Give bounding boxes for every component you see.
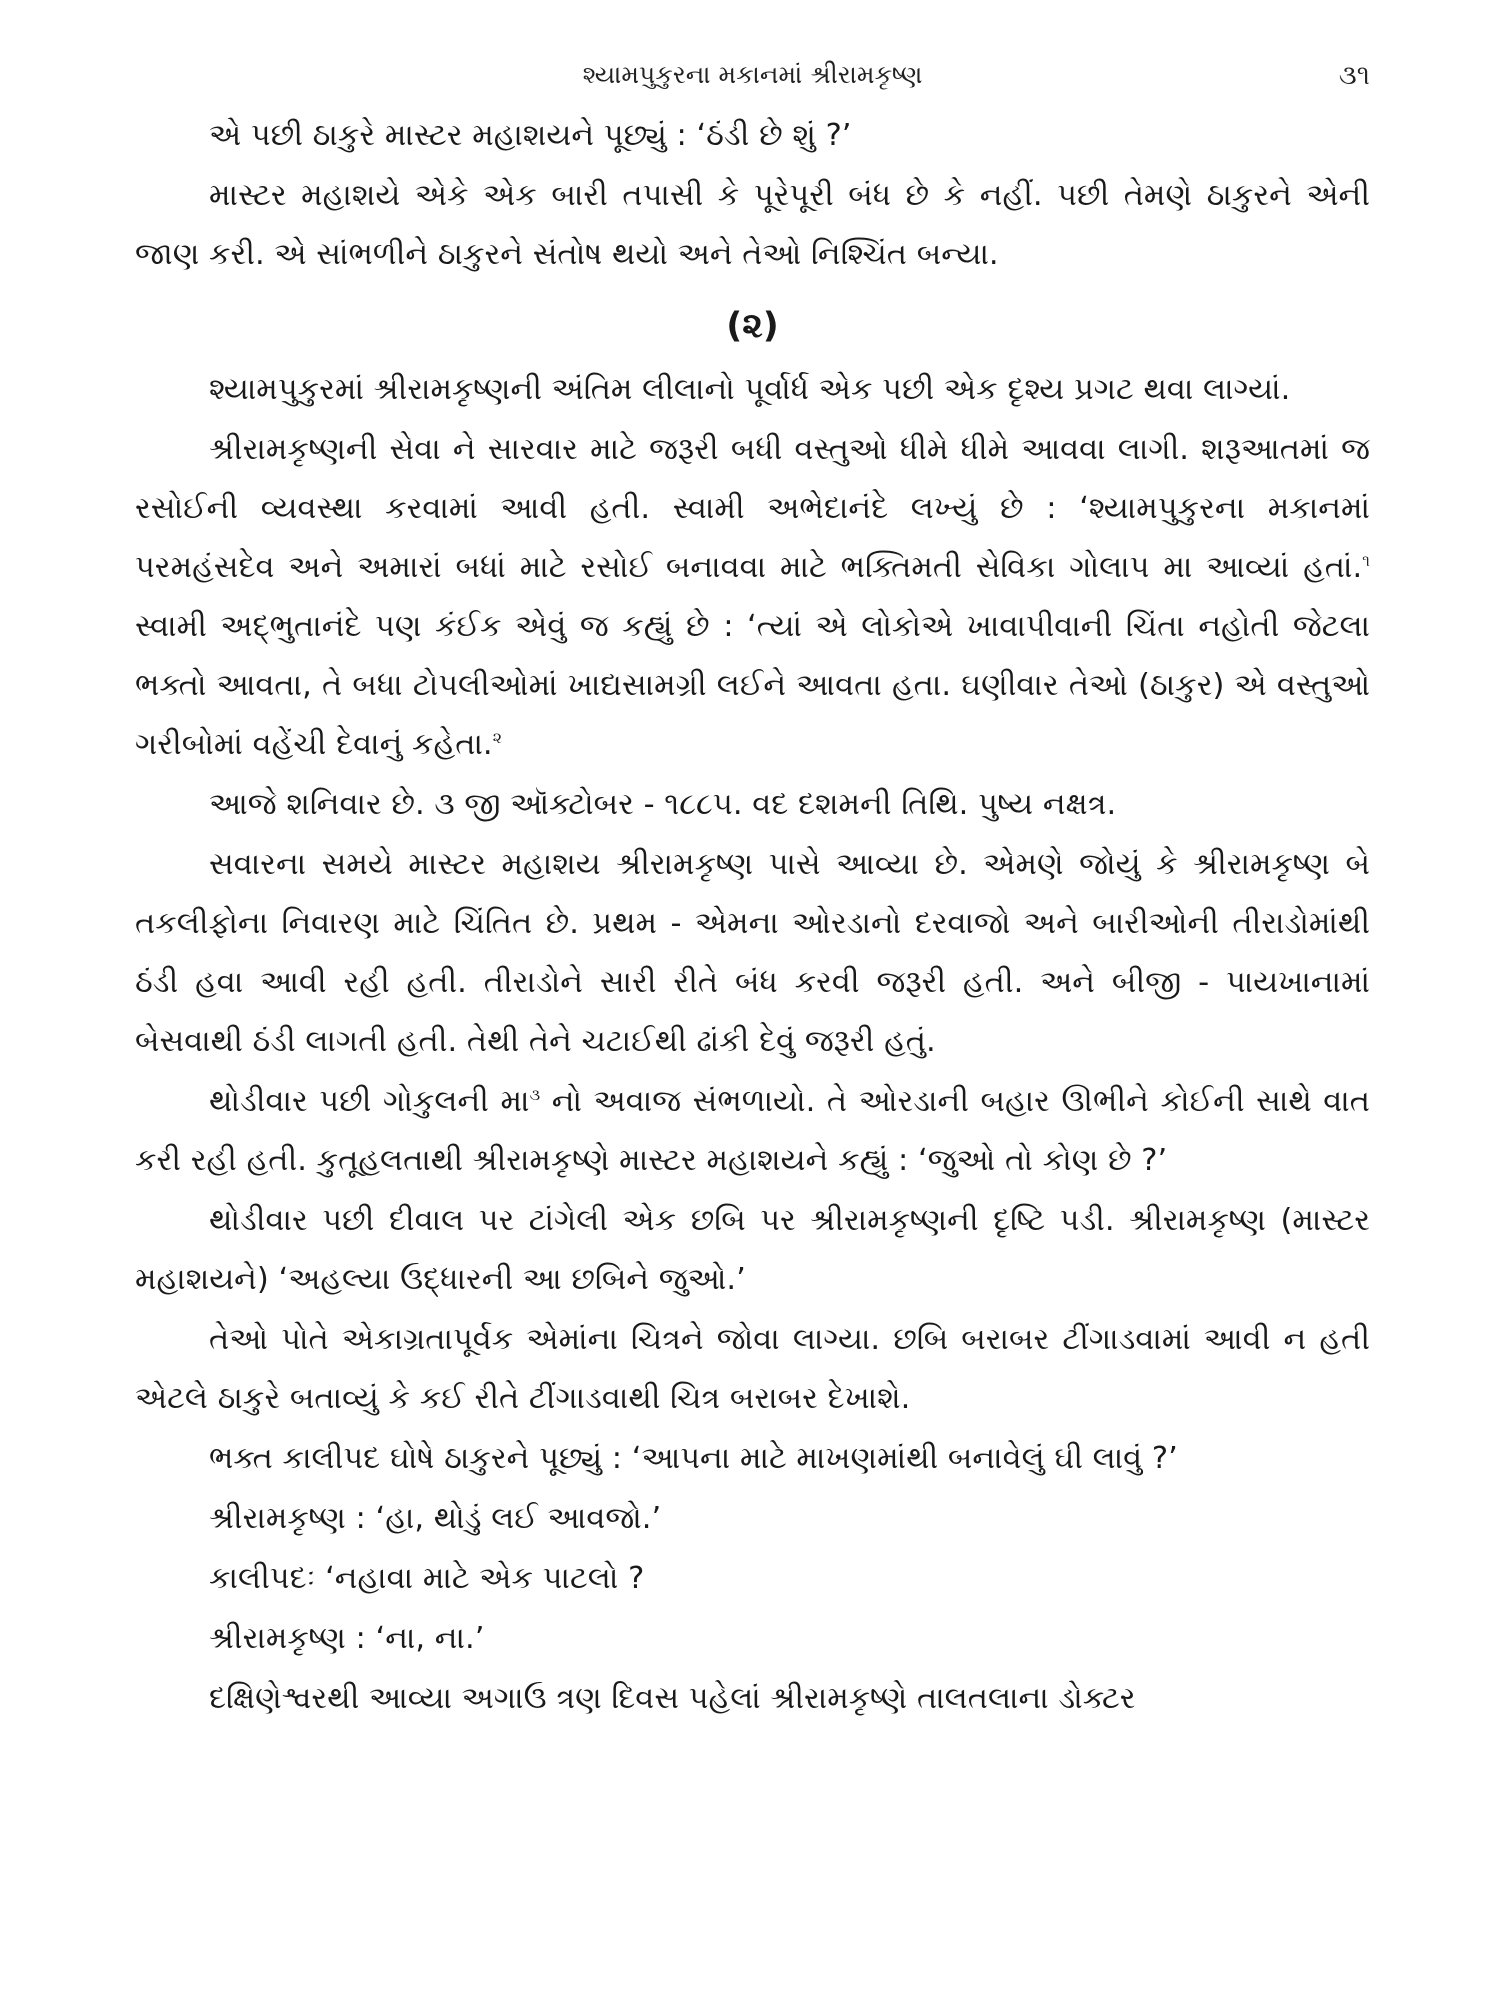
footnote-marker: ૨ bbox=[492, 727, 503, 747]
running-header bbox=[135, 60, 1370, 106]
section-heading: (૨) bbox=[726, 306, 779, 346]
paragraph: આજે શનિવાર છે. ૩ જી ઑક્ટોબર - ૧૮૮૫. વદ દશમની તિથિ. પુષ્ય નક્ષત્ર. bbox=[209, 787, 1117, 822]
paragraph: થોડીવાર પછી દીવાલ પર ટાંગેલી એક છબિ પર શ્રીરામકૃષ્ણની દૃષ્ટિ પડી. શ્રીરામકૃષ્ણ (માસ્ટર મહાશયને) ‘અહલ્યા ઉદ્ધારની આ છબિને જુઓ.’ bbox=[135, 1203, 1370, 1297]
paragraph bbox=[135, 1072, 1370, 1190]
dialogue-line: કાલીપદઃ ‘નહાવા માટે એક પાટલો ? bbox=[209, 1561, 645, 1596]
paragraph: ભક્ત કાલીપદ ઘોષે ઠાકુરને પૂછ્યું : ‘આપના માટે માખણમાંથી બનાવેલું ઘી લાવું ?’ bbox=[209, 1441, 1178, 1476]
paragraph bbox=[135, 420, 1370, 774]
page-number: ૩૧ bbox=[1338, 60, 1370, 91]
dialogue-line: શ્રીરામકૃષ્ણ : ‘ના, ના.’ bbox=[209, 1621, 485, 1656]
paragraph-text: સ્વામી અદ્ભુતાનંદે પણ કંઈક એવું જ કહ્યું છે : ‘ત્યાં એ લોકોએ ખાવાપીવાની ચિંતા નહોતી જેટલા ભક્તો આવતા, તે બધા ટોપલીઓમાં ખાદ્યસામગ્રી લઈને આવતા હતા. ઘણીવાર તેઓ (ઠાકુર) એ વસ્તુઓ ગરીબોમાં વહેંચી દેવાનું કહેતા. bbox=[135, 609, 1370, 762]
paragraph: શ્યામપુકુરમાં શ્રીરામકૃષ્ણની અંતિમ લીલાનો પૂર્વાર્ધ એક પછી એક દૃશ્ય પ્રગટ થવા લાગ્યાં. bbox=[209, 372, 1291, 407]
footnote-marker: ૩ bbox=[529, 1084, 541, 1104]
paragraph: સવારના સમયે માસ્ટર મહાશય શ્રીરામકૃષ્ણ પાસે આવ્યા છે. એમણે જોયું કે શ્રીરામકૃષ્ણ બે તકલીફોના નિવારણ માટે ચિંતિત છે. પ્રથમ - એમના ઓરડાનો દરવાજો અને બારીઓની તીરાડોમાંથી ઠંડી હવા આવી રહી હતી. તીરાડોને સારી રીતે બંધ કરવી જરૂરી હતી. અને બીજી - પાયખાનામાં બેસવાથી ઠંડી લાગતી હતી. તેથી તેને ચટાઈથી ઢાંકી દેવું જરૂરી હતું. bbox=[135, 847, 1370, 1059]
footnote-marker: ૧ bbox=[1362, 550, 1370, 570]
paragraph: તેઓ પોતે એકાગ્રતાપૂર્વક એમાંના ચિત્રને જોવા લાગ્યા. છબિ બરાબર ટીંગાડવામાં આવી ન હતી એટલે ઠાકુરે બતાવ્યું કે કઈ રીતે ટીંગાડવાથી ચિત્ર બરાબર દેખાશે. bbox=[135, 1322, 1370, 1416]
running-title: શ્યામપુકુરના મકાનમાં શ્રીરામકૃષ્ણ bbox=[582, 60, 923, 89]
paragraph-text: શ્રીરામકૃષ્ણની સેવા ને સારવાર માટે જરૂરી બધી વસ્તુઓ ધીમે ધીમે આવવા લાગી. શરૂઆતમાં જ રસોઈની વ્યવસ્થા કરવામાં આવી હતી. સ્વામી અભેદાનંદે લખ્યું છે : ‘શ્યામપુકુરના મકાનમાં પરમહંસદેવ અને અમારાં બધાં માટે રસોઈ બનાવવા માટે ભક્તિમતી સેવિકા ગોલાપ મા આવ્યાં હતાં. bbox=[135, 432, 1370, 585]
body-text bbox=[135, 106, 1370, 1728]
dialogue-line: શ્રીરામકૃષ્ણ : ‘હા, થોડું લઈ આવજો.’ bbox=[209, 1501, 662, 1536]
paragraph: એ પછી ઠાકુરે માસ્ટર મહાશયને પૂછ્યું : ‘ઠંડી છે શું ?’ bbox=[209, 118, 852, 153]
paragraph-text: નો અવાજ સંભળાયો. તે ઓરડાની બહાર ઊભીને કોઈની સાથે વાત કરી રહી હતી. કુતૂહલતાથી શ્રીરામકૃષ્ણે માસ્ટર મહાશયને કહ્યું : ‘જુઓ તો કોણ છે ?’ bbox=[135, 1084, 1370, 1178]
paragraph-text: થોડીવાર પછી ગોકુલની મા bbox=[209, 1084, 530, 1119]
paragraph: દક્ષિણેશ્વરથી આવ્યા અગાઉ ત્રણ દિવસ પહેલાં શ્રીરામકૃષ્ણે તાલતલાના ડોક્ટર bbox=[209, 1681, 1136, 1716]
paragraph: માસ્ટર મહાશયે એકે એક બારી તપાસી કે પૂરેપૂરી બંધ છે કે નહીં. પછી તેમણે ઠાકુરને એની જાણ કરી. એ સાંભળીને ઠાકુરને સંતોષ થયો અને તેઓ નિશ્ચિંત બન્યા. bbox=[135, 178, 1370, 272]
